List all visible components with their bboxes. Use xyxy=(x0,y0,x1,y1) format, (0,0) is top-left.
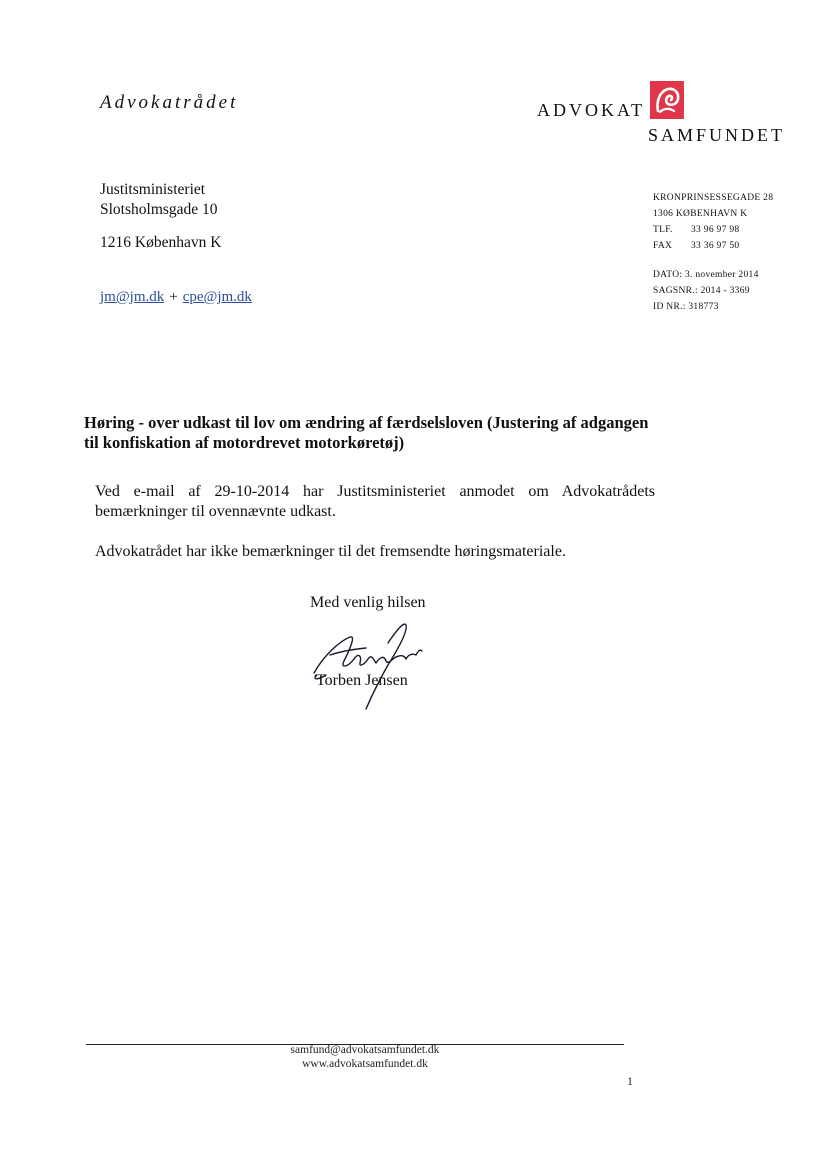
body-paragraph-1: Ved e-mail af 29-10-2014 har Justitsministeriet anmodet om Advokatrådets bemærkninger til ovennævnte udkast. xyxy=(95,483,655,520)
logo-icon xyxy=(650,81,684,119)
recipient-emails xyxy=(100,289,252,306)
footer-website[interactable]: www.advokatsamfundet.dk xyxy=(302,1058,428,1070)
sender-info xyxy=(653,190,773,315)
case-number: SAGSNR.: 2014 - 3369 xyxy=(653,286,750,296)
email-link-jm[interactable]: jm@jm.dk xyxy=(100,289,165,305)
page-number: 1 xyxy=(627,1074,633,1088)
body-paragraph-2: Advokatrådet har ikke bemærkninger til det fremsendte høringsmateriale. xyxy=(95,543,566,560)
email-separator: + xyxy=(169,289,178,305)
signer-name: Torben Jensen xyxy=(316,672,408,689)
recipient-city: 1216 København K xyxy=(100,234,222,251)
sender-address-line2: 1306 KØBENHAVN K xyxy=(653,209,748,219)
spacer xyxy=(653,254,773,267)
recipient-name: Justitsministeriet xyxy=(100,181,206,198)
recipient-street: Slotsholmsgade 10 xyxy=(100,201,218,218)
sender-phone xyxy=(653,222,773,238)
footer-email[interactable]: samfund@advokatsamfundet.dk xyxy=(290,1044,440,1056)
phone-label: TLF. xyxy=(653,225,673,235)
handwritten-signature xyxy=(300,615,430,715)
letter-subject: Høring - over udkast til lov om ændring af færdselsloven (Justering af adgangen til konfiskation af motordrevet motorkøretøj) xyxy=(84,413,649,452)
closing-greeting: Med venlig hilsen xyxy=(310,594,426,611)
fax-number: 33 36 97 50 xyxy=(691,241,740,251)
logo-text-bottom: SAMFUNDET xyxy=(648,125,786,145)
phone-number: 33 96 97 98 xyxy=(691,225,740,235)
council-name: Advokatrådet xyxy=(100,92,239,113)
sender-address-line1: KRONPRINSESSEGADE 28 xyxy=(653,193,774,203)
logo-text-top: ADVOKAT xyxy=(537,100,645,120)
letter-date: DATO: 3. november 2014 xyxy=(653,270,759,280)
id-number: ID NR.: 318773 xyxy=(653,302,719,312)
sender-fax xyxy=(653,238,773,254)
email-link-cpe[interactable]: cpe@jm.dk xyxy=(182,289,252,305)
fax-label: FAX xyxy=(653,241,673,251)
recipient-address xyxy=(100,180,221,253)
